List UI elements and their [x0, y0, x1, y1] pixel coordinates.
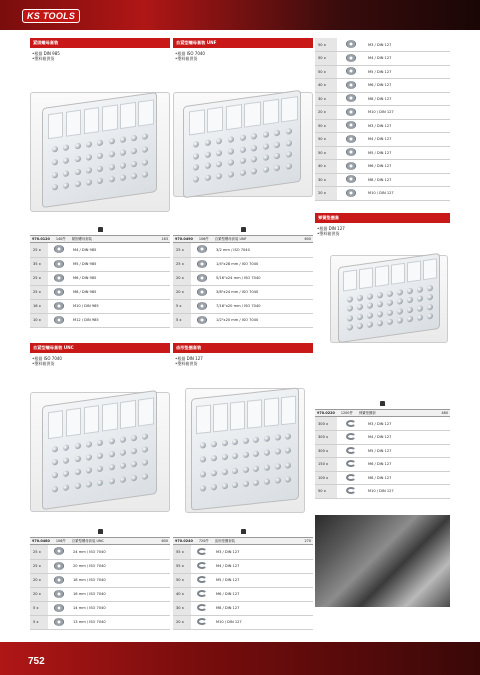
table-row: [173, 559, 313, 573]
page-footer: [0, 642, 480, 675]
quantity: 20 x: [173, 615, 191, 629]
table-row: [30, 545, 170, 559]
part-icon: [54, 547, 64, 555]
quantity: 20 x: [173, 271, 191, 285]
part-spec: M3 / DIN 127: [365, 38, 450, 52]
table-row: [315, 444, 450, 458]
table-row: [173, 257, 313, 271]
article-number: 970.0120: [32, 237, 50, 241]
quantity: 35 x: [30, 257, 48, 271]
quantity: 5 x: [30, 615, 48, 629]
table-row: [315, 417, 450, 431]
bullet: •塑料箱供货: [175, 361, 198, 366]
table-row: [173, 615, 313, 629]
quantity: 5 x: [30, 601, 48, 615]
part-icon: [346, 162, 356, 170]
bullet: •塑料箱供货: [175, 56, 198, 61]
part-icon: [54, 245, 64, 253]
part-icon: [54, 576, 64, 584]
part-icon: [197, 260, 207, 268]
section-title: 弹簧垫圈套: [315, 213, 450, 223]
quantity: 25 x: [173, 257, 191, 271]
part-icon: [197, 288, 207, 296]
part-icon: [346, 189, 356, 197]
part-icon: [54, 260, 64, 268]
quantity: 20 x: [315, 187, 337, 201]
part-spec: M4 / DIN 127: [365, 431, 450, 445]
part-icon: [346, 121, 356, 129]
bullet: •根据 DIN 127: [175, 356, 203, 361]
quantity: 30 x: [315, 173, 337, 187]
part-spec: M10 / DIN 127: [365, 485, 450, 499]
bullet: •根据 DIN 985: [32, 51, 60, 56]
quantity: 25 x: [30, 285, 48, 299]
section-lock-nuts: [30, 38, 170, 61]
quantity: 10 x: [30, 313, 48, 327]
table-row: [315, 485, 450, 499]
part-spec: 16 mm / ISO 7040: [70, 587, 170, 601]
quantity: 20 x: [315, 106, 337, 120]
quantity: 55 x: [173, 559, 191, 573]
table-row: [30, 615, 170, 629]
quantity: 25 x: [30, 271, 48, 285]
quantity: 50 x: [315, 485, 337, 499]
weight-icon: [315, 400, 450, 409]
table-row: [315, 471, 450, 485]
part-icon: [346, 487, 356, 494]
part-spec: M6 / DIN 127: [213, 587, 313, 601]
table-row: [315, 133, 450, 147]
part-spec: M8 / DIN 127: [213, 601, 313, 615]
bullet: •塑料箱供货: [317, 231, 340, 236]
quantity: 40 x: [173, 587, 191, 601]
quantity: 30 x: [173, 601, 191, 615]
part-spec: M10 / DIN 127: [213, 615, 313, 629]
section-spring-washers: [315, 213, 450, 236]
table-unf-nuts: 970.0490 106件 自紧型螺母套装 UNF 600 25 x 3/2 mm / ISO 7040 25 x 1/4"x28 mm / ISO 7040 20 x 5/16"x24 mm / ISO 7040 20 x 3/8"x24 mm / ISO 7040 5 x 7/16"x20 mm / ISO 7040 5 x 1/2"x20 mm / ISO 7040: [173, 226, 313, 328]
table-row: [315, 106, 450, 120]
table-row: [315, 146, 450, 160]
part-icon: [54, 590, 64, 598]
part-icon: [346, 108, 356, 116]
part-spec: M3 / DIN 127: [365, 417, 450, 431]
part-spec: M10 / DIN 127: [365, 106, 450, 120]
part-icon: [197, 548, 207, 555]
part-spec: M4 / DIN 127: [365, 133, 450, 147]
table-row: [173, 313, 313, 327]
section-title: 自紧型螺母套装 UNF: [173, 38, 313, 48]
quantity: 30 x: [315, 92, 337, 106]
product-photo-lock-nuts: [30, 92, 170, 212]
part-spec: M5 / DIN 985: [70, 257, 170, 271]
table-row: [315, 92, 450, 106]
part-spec: 20 mm / ISO 7040: [70, 559, 170, 573]
part-icon: [346, 40, 356, 48]
quantity: 50 x: [315, 38, 337, 52]
part-icon: [54, 316, 64, 324]
table-row: [173, 573, 313, 587]
table-row: [30, 601, 170, 615]
table-row: [173, 299, 313, 313]
part-spec: M3 / DIN 127: [213, 545, 313, 559]
part-spec: M6 / DIN 127: [365, 160, 450, 174]
part-icon: [346, 460, 356, 467]
table-row: [173, 243, 313, 257]
table-row: [173, 601, 313, 615]
part-icon: [346, 420, 356, 427]
part-spec: 7/16"x20 mm / ISO 7040: [213, 299, 313, 313]
part-icon: [346, 54, 356, 62]
table-row: [30, 285, 170, 299]
section-title: 自紧型螺母套装 UNC: [30, 343, 170, 353]
part-spec: M5 / DIN 127: [365, 444, 450, 458]
part-icon: [346, 148, 356, 156]
quantity: 50 x: [315, 52, 337, 66]
part-icon: [197, 316, 207, 324]
part-spec: 5/16"x24 mm / ISO 7040: [213, 271, 313, 285]
quantity: 50 x: [315, 133, 337, 147]
part-spec: 24 mm / ISO 7040: [70, 545, 170, 559]
quantity: 300 x: [315, 417, 337, 431]
weight-icon: [173, 226, 313, 235]
section-tooth-washers: [173, 343, 313, 366]
bullet: •根据 ISO 7040: [175, 51, 205, 56]
part-spec: M8 / DIN 127: [365, 173, 450, 187]
part-spec: M6 / DIN 985: [70, 271, 170, 285]
drilling-photo: [315, 515, 450, 607]
table-tooth-washers-top: [315, 38, 450, 201]
part-icon: [346, 81, 356, 89]
quantity: 16 x: [30, 299, 48, 313]
quantity: 20 x: [30, 587, 48, 601]
product-photo-unf-nuts: [173, 92, 313, 197]
table-row: [315, 119, 450, 133]
table-row: [315, 52, 450, 66]
part-spec: 14 mm / ISO 7040: [70, 601, 170, 615]
section-unc-nuts: [30, 343, 170, 366]
part-spec: 13 mm / ISO 7040: [70, 615, 170, 629]
part-spec: M6 / DIN 127: [365, 458, 450, 472]
part-spec: M6 / DIN 127: [365, 79, 450, 93]
table-spring-washers: 970.0220 1200件 弹簧垫圈套 480 300 x M3 / DIN 127 300 x M4 / DIN 127 300 x M5 / DIN 127 150 x M6 / DIN 127 100 x M8 / DIN 127 50 x M10 / DIN 127: [315, 400, 450, 499]
part-spec: M10 / DIN 985: [70, 299, 170, 313]
table-lock-nuts: 970.0120 140件 紧固螺母套装 163 25 x M4 / DIN 985 35 x M5 / DIN 985 25 x M6 / DIN 985 25 x M8 / DIN 985 16 x M10 / DIN 985 10 x M12 / DIN 985: [30, 226, 170, 328]
table-row: [315, 431, 450, 445]
part-spec: 3/2 mm / ISO 7040: [213, 243, 313, 257]
table-row: [30, 573, 170, 587]
part-icon: [197, 576, 207, 583]
table-row: [315, 187, 450, 201]
part-spec: M5 / DIN 127: [365, 146, 450, 160]
table-row: [30, 243, 170, 257]
quantity: 20 x: [173, 285, 191, 299]
table-row: [315, 458, 450, 472]
part-spec: M3 / DIN 127: [365, 119, 450, 133]
product-photo-unc-nuts: [30, 392, 170, 512]
quantity: 150 x: [315, 458, 337, 472]
page-header: [0, 0, 480, 30]
weight-icon: [173, 528, 313, 537]
quantity: 50 x: [315, 146, 337, 160]
part-icon: [346, 433, 356, 440]
table-row: [30, 313, 170, 327]
quantity: 25 x: [30, 545, 48, 559]
table-row: [30, 257, 170, 271]
part-icon: [197, 302, 207, 310]
section-unf-nuts: [173, 38, 313, 61]
table-row: [315, 173, 450, 187]
table-row: [315, 160, 450, 174]
table-row: [173, 285, 313, 299]
quantity: 300 x: [315, 444, 337, 458]
part-icon: [346, 135, 356, 143]
part-spec: M4 / DIN 127: [365, 52, 450, 66]
product-photo-tooth-washers: [185, 388, 305, 513]
part-spec: M10 / DIN 127: [365, 187, 450, 201]
part-icon: [346, 94, 356, 102]
part-icon: [54, 618, 64, 626]
part-icon: [54, 302, 64, 310]
part-spec: 3/8"x24 mm / ISO 7040: [213, 285, 313, 299]
part-spec: M4 / DIN 127: [213, 559, 313, 573]
quantity: 55 x: [173, 545, 191, 559]
bullet: •塑料箱供货: [32, 361, 55, 366]
part-spec: M5 / DIN 127: [365, 65, 450, 79]
table-row: [30, 559, 170, 573]
quantity: 100 x: [315, 471, 337, 485]
part-spec: M12 / DIN 985: [70, 313, 170, 327]
part-icon: [54, 288, 64, 296]
weight-icon: [30, 528, 170, 537]
table-row: [30, 271, 170, 285]
quantity: 5 x: [173, 313, 191, 327]
part-icon: [346, 447, 356, 454]
part-icon: [54, 604, 64, 612]
part-icon: [54, 562, 64, 570]
page-number: 752: [28, 656, 45, 667]
quantity: 40 x: [315, 79, 337, 93]
section-title: 齿形垫圈套装: [173, 343, 313, 353]
part-spec: 1/4"x28 mm / ISO 7040: [213, 257, 313, 271]
part-icon: [197, 562, 207, 569]
table-row: [315, 79, 450, 93]
part-icon: [54, 274, 64, 282]
brand-logo: KS TOOLS: [22, 9, 80, 23]
table-unc-nuts: 970.0480 106件 自紧型螺母套装 UNC 600 25 x 24 mm / ISO 7040 25 x 20 mm / ISO 7040 20 x 18 mm / ISO 7040 20 x 16 mm / ISO 7040 5 x 14 mm / ISO 7040 5 x 13 mm / ISO 7040: [30, 528, 170, 630]
part-icon: [197, 618, 207, 625]
quantity: 25 x: [30, 243, 48, 257]
quantity: 50 x: [315, 65, 337, 79]
quantity: 25 x: [30, 559, 48, 573]
quantity: 5 x: [173, 299, 191, 313]
table-row: [30, 587, 170, 601]
part-icon: [346, 175, 356, 183]
quantity: 20 x: [30, 573, 48, 587]
part-spec: M4 / DIN 985: [70, 243, 170, 257]
section-title: 紧固螺母套装: [30, 38, 170, 48]
table-row: [315, 38, 450, 52]
part-icon: [346, 67, 356, 75]
part-spec: M8 / DIN 127: [365, 471, 450, 485]
table-row: [173, 271, 313, 285]
quantity: 50 x: [173, 573, 191, 587]
table-row: [173, 587, 313, 601]
part-spec: 1/2"x20 mm / ISO 7040: [213, 313, 313, 327]
quantity: 300 x: [315, 431, 337, 445]
table-tooth-washers: 970.0240 720件 齿形垫圈套装 270 55 x M3 / DIN 127 55 x M4 / DIN 127 50 x M5 / DIN 127 40 x M6 / DIN 127 30 x M8 / DIN 127 20 x M10 / DIN 127: [173, 528, 313, 630]
bullet: •塑料箱供货: [32, 56, 55, 61]
product-photo-spring-washers: [330, 255, 448, 343]
part-spec: M8 / DIN 985: [70, 285, 170, 299]
quantity: 40 x: [315, 160, 337, 174]
quantity: 25 x: [173, 243, 191, 257]
table-row: [315, 65, 450, 79]
part-icon: [197, 604, 207, 611]
quantity: 50 x: [315, 119, 337, 133]
part-spec: M5 / DIN 127: [213, 573, 313, 587]
part-spec: M8 / DIN 127: [365, 92, 450, 106]
table-row: [173, 545, 313, 559]
part-icon: [197, 590, 207, 597]
part-icon: [197, 245, 207, 253]
bullet: •根据 DIN 127: [317, 226, 345, 231]
part-spec: 18 mm / ISO 7040: [70, 573, 170, 587]
bullet: •根据 ISO 7040: [32, 356, 62, 361]
part-icon: [197, 274, 207, 282]
weight-icon: [30, 226, 170, 235]
part-icon: [346, 474, 356, 481]
table-row: [30, 299, 170, 313]
